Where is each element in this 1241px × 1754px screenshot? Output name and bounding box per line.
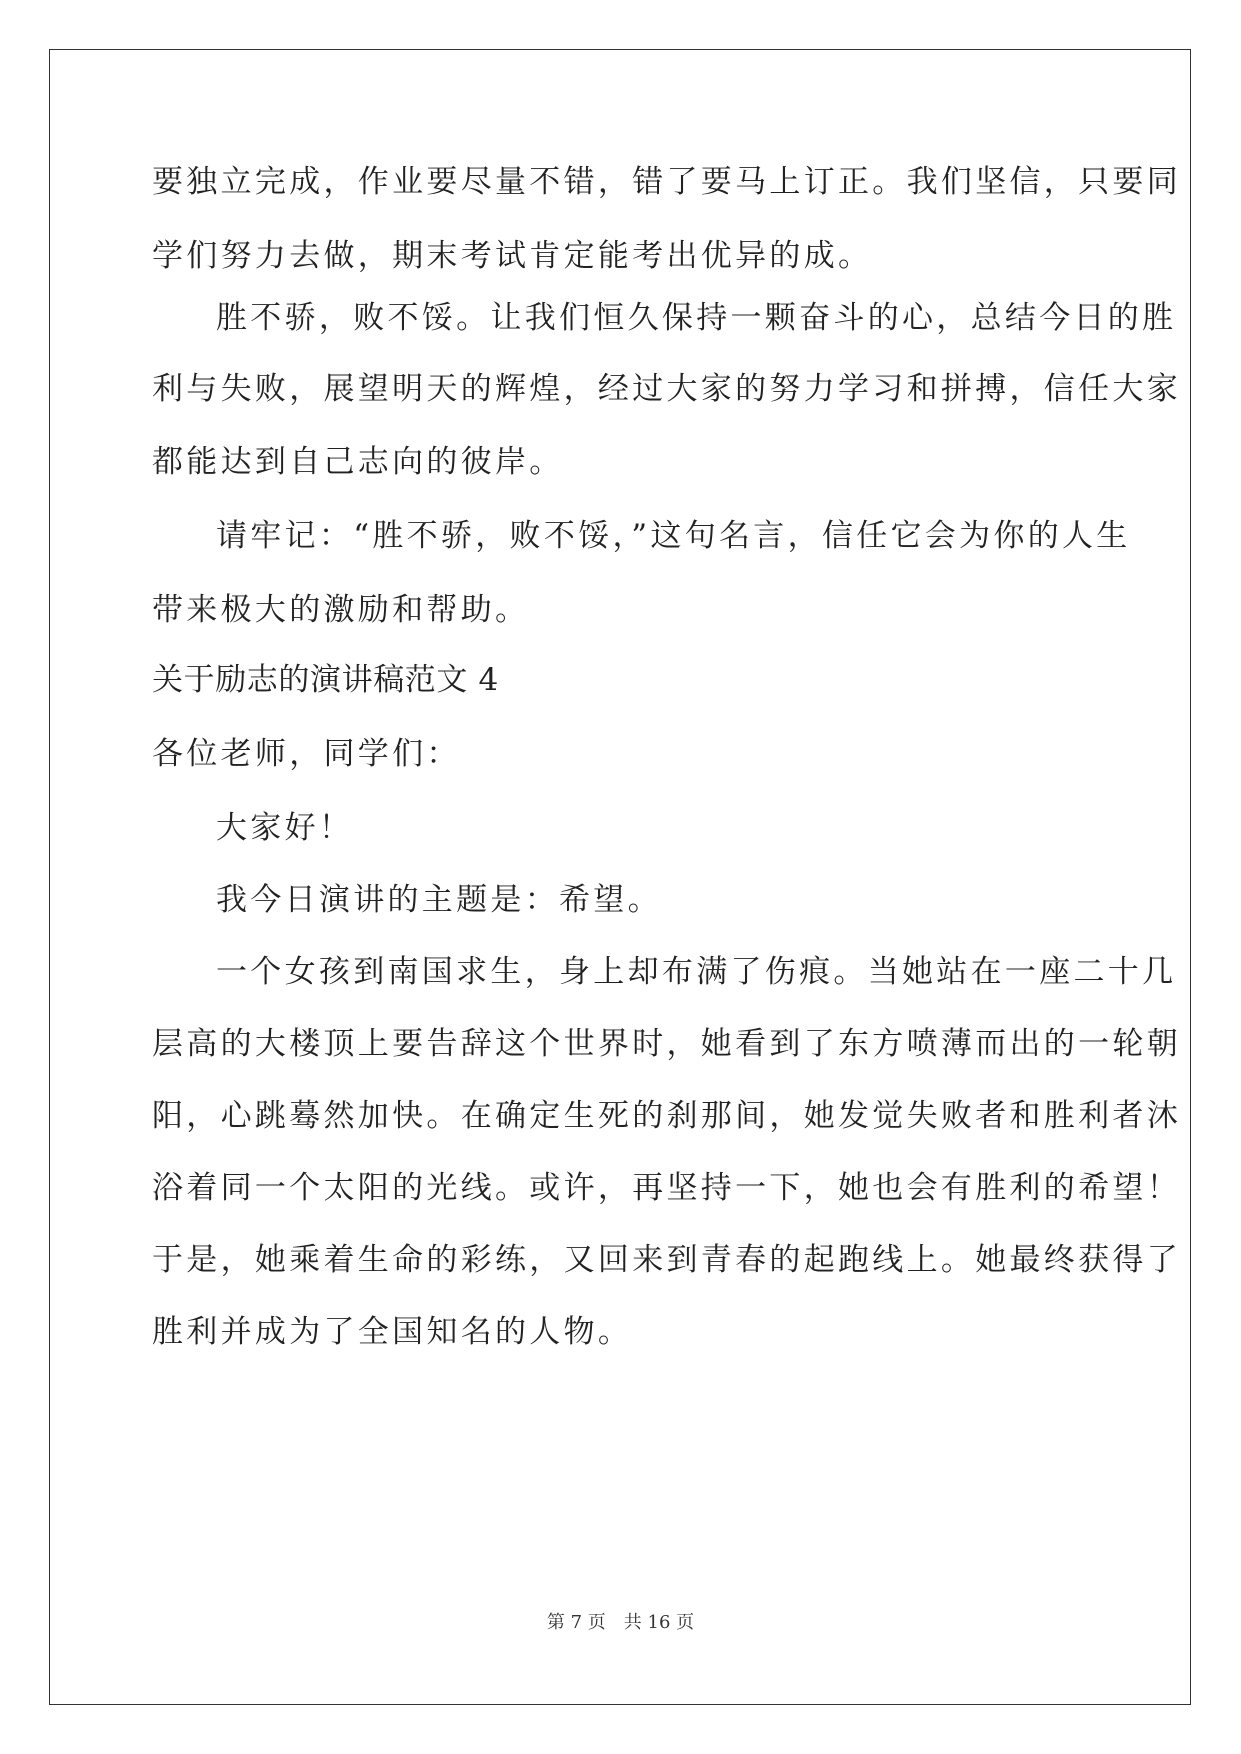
paragraph-line: 要独立完成，作业要尽量不错，错了要马上订正。我们坚信，只要同 — [152, 164, 1181, 200]
page-number: 第 7 页 共 16 页 — [546, 1612, 695, 1633]
section-heading: 关于励志的演讲稿范文 4 — [152, 662, 499, 698]
paragraph-line: 利与失败，展望明天的辉煌，经过大家的努力学习和拼搏，信任大家 — [152, 371, 1181, 407]
paragraph-line: 胜不骄，败不馁。让我们恒久保持一颗奋斗的心，总结今日的胜 — [216, 300, 1177, 336]
paragraph-line: 带来极大的激励和帮助。 — [152, 592, 530, 628]
paragraph-line: 我今日演讲的主题是：希望。 — [216, 882, 662, 918]
salutation: 各位老师，同学们： — [152, 736, 461, 772]
paragraph-line: 阳，心跳蓦然加快。在确定生死的刹那间，她发觉失败者和胜利者沐 — [152, 1098, 1181, 1134]
paragraph-line: 胜利并成为了全国知名的人物。 — [152, 1314, 633, 1350]
paragraph-line: 一个女孩到南国求生，身上却布满了伤痕。当她站在一座二十几 — [216, 954, 1177, 990]
paragraph-line: 于是，她乘着生命的彩练，又回来到青春的起跑线上。她最终获得了 — [152, 1242, 1181, 1278]
paragraph-line: 浴着同一个太阳的光线。或许，再坚持一下，她也会有胜利的希望！ — [152, 1170, 1181, 1206]
paragraph-line: 学们努力去做，期末考试肯定能考出优异的成。 — [152, 238, 873, 274]
paragraph-line: 请牢记：“胜不骄，败不馁，”这句名言，信任它会为你的人生 — [216, 518, 1131, 554]
paragraph-line: 都能达到自己志向的彼岸。 — [152, 444, 564, 480]
paragraph-line: 层高的大楼顶上要告辞这个世界时，她看到了东方喷薄而出的一轮朝 — [152, 1026, 1181, 1062]
greeting: 大家好！ — [216, 810, 354, 846]
